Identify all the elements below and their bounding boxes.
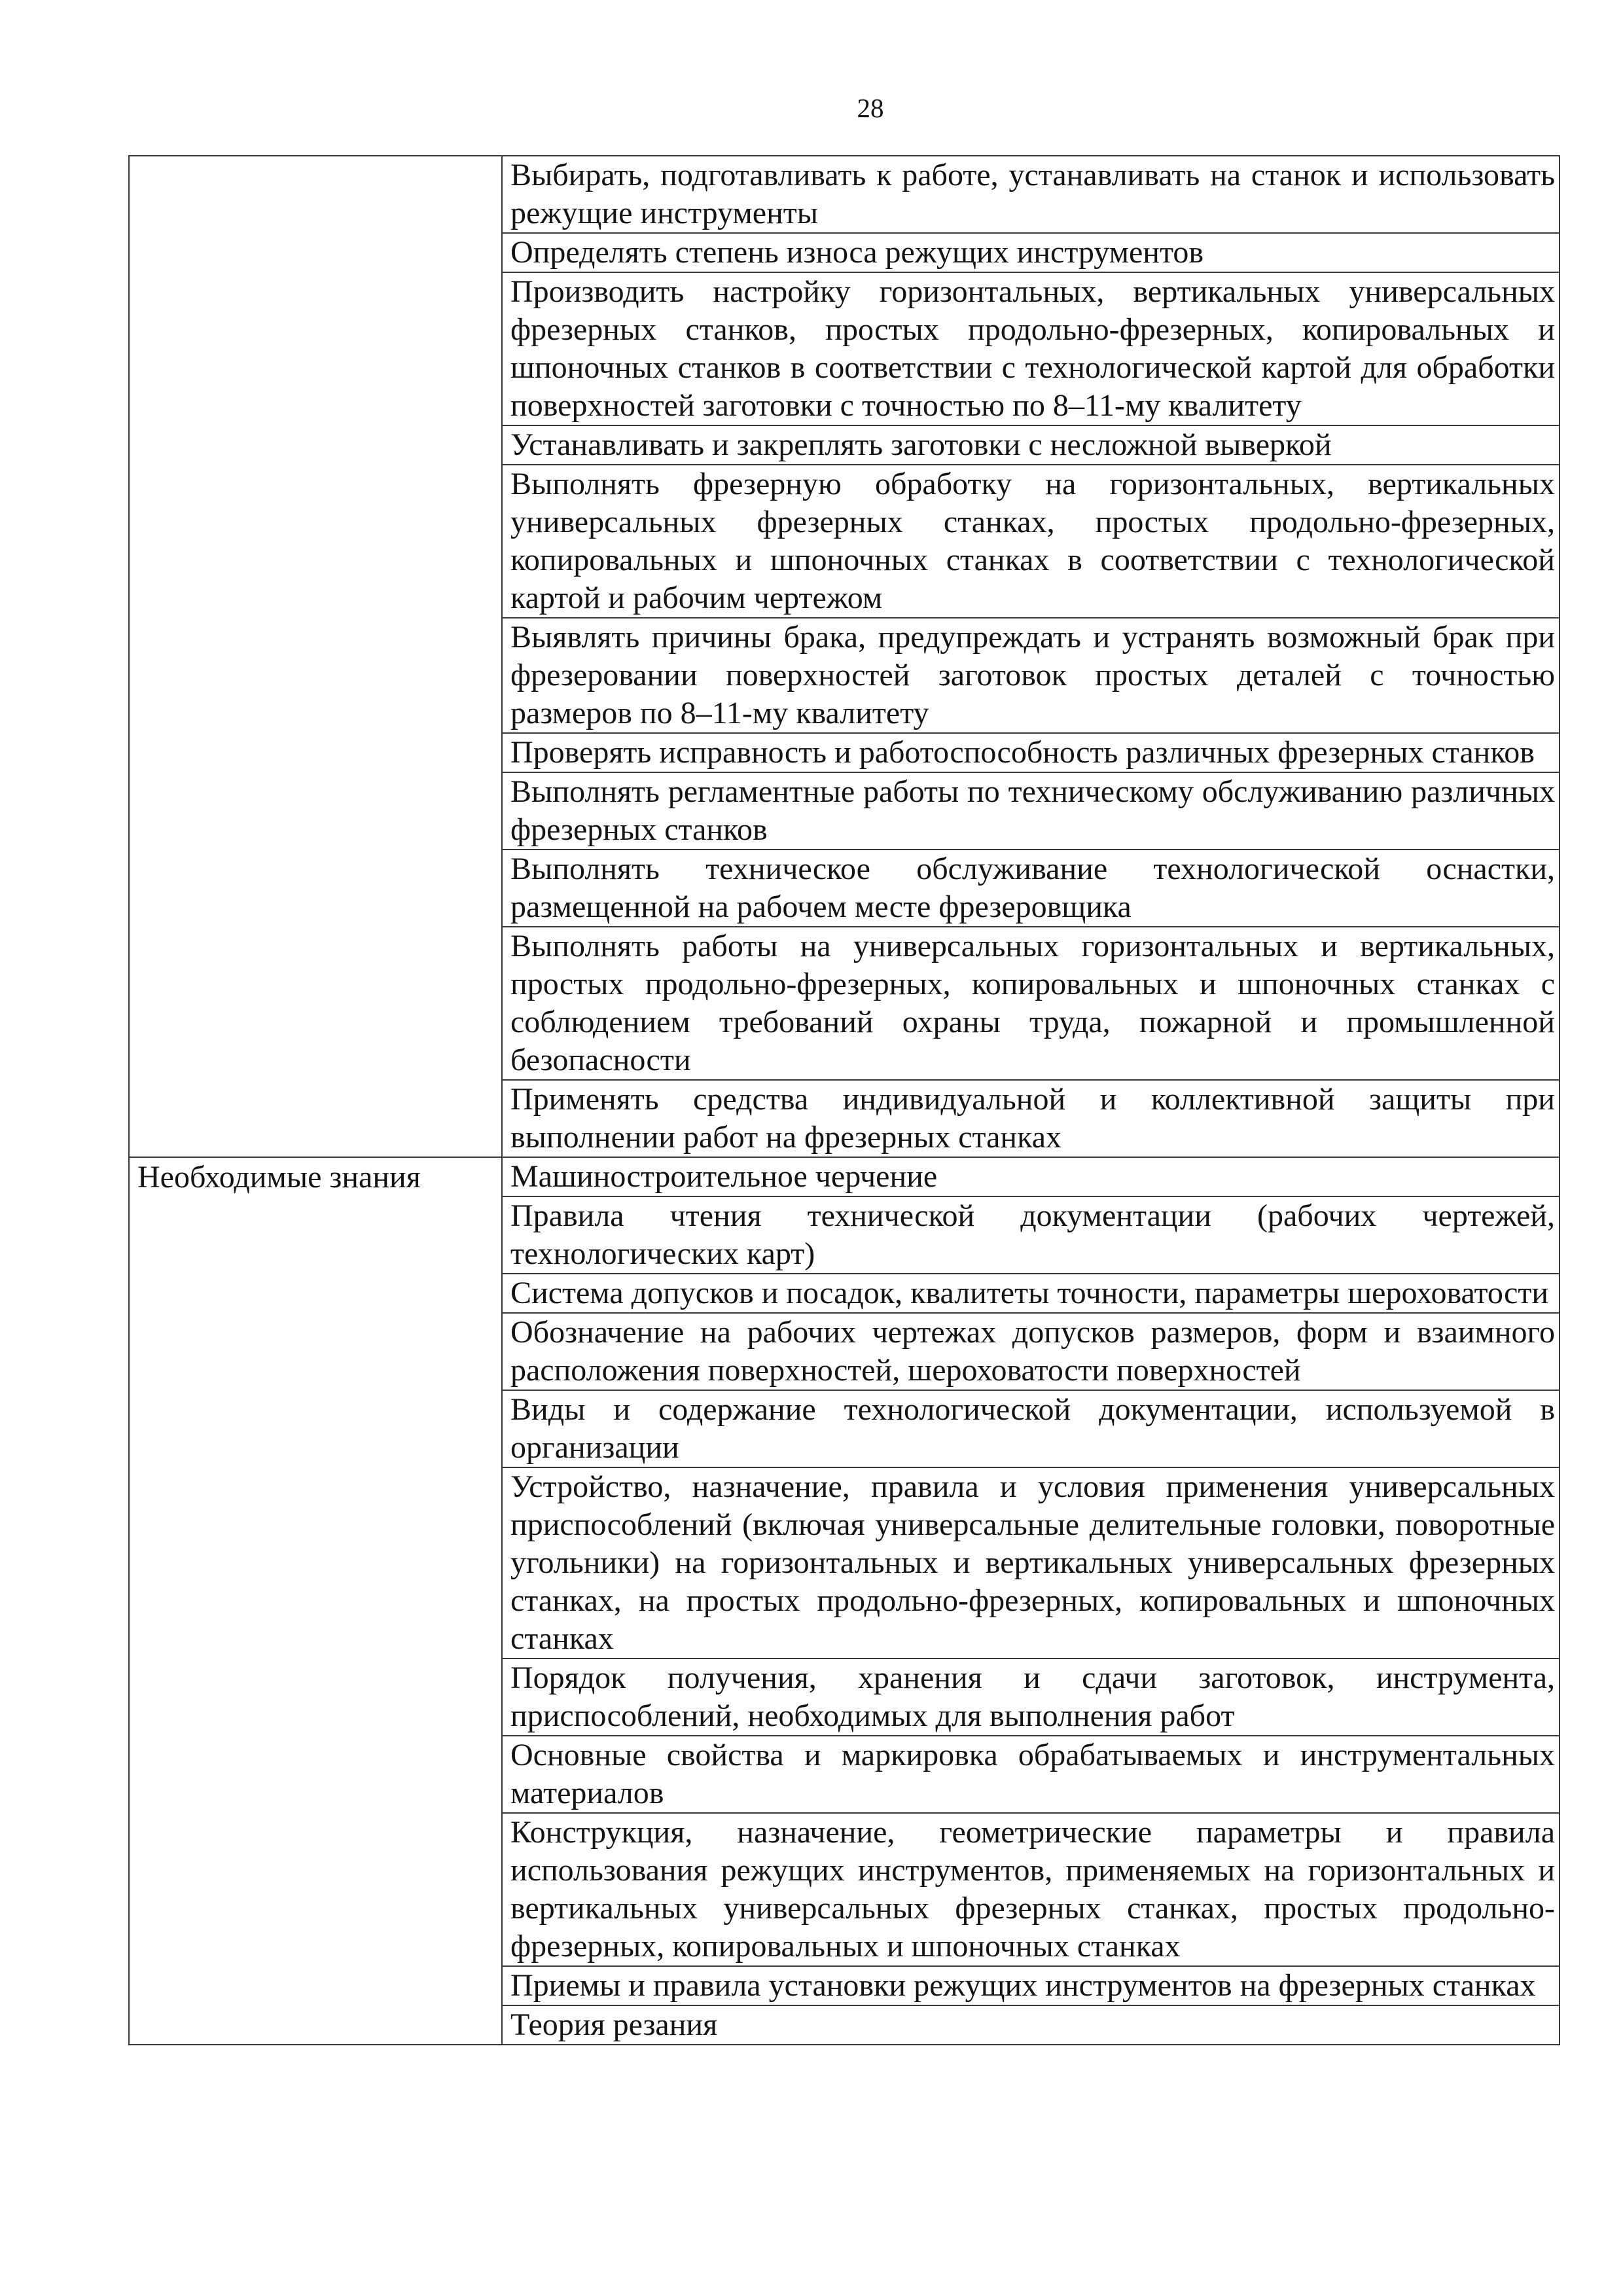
knowledge-text: Виды и содержание технологической документации, используемой в организации (510, 1392, 1555, 1465)
skill-cell (502, 618, 1560, 733)
skill-text: Выявлять причины брака, предупреждать и устранять возможный брак при фрезеровании поверхностей заготовок простых деталей с точностью размеров по 8–11-му квалитету (510, 620, 1555, 730)
knowledge-cell (502, 1467, 1560, 1659)
knowledge-text: Приемы и правила установки режущих инструментов на фрезерных станках (510, 1968, 1536, 2003)
skills-group-cell (129, 156, 502, 1157)
skill-cell (502, 233, 1560, 272)
skill-text: Определять степень износа режущих инструментов (510, 235, 1204, 270)
skill-cell (502, 1080, 1560, 1157)
knowledge-text: Обозначение на рабочих чертежах допусков размеров, форм и взаимного расположения поверхностей, шероховатости поверхностей (510, 1315, 1555, 1388)
knowledge-cell (502, 1274, 1560, 1313)
skill-text: Выполнять регламентные работы по техническому обслуживанию различных фрезерных станков (510, 774, 1555, 847)
skill-cell (502, 465, 1560, 618)
skill-text: Выполнять работы на универсальных горизонтальных и вертикальных, простых продольно-фрезерных, копировальных и шпоночных станках с соблюдением требований охраны труда, пожарной и промышленной безопасности (510, 929, 1555, 1077)
skill-cell (502, 927, 1560, 1080)
table-row (129, 156, 1560, 233)
skill-text: Выбирать, подготавливать к работе, устанавливать на станок и использовать режущие инструменты (510, 158, 1555, 230)
skill-text: Выполнять техническое обслуживание технологической оснастки, размещенной на рабочем месте фрезеровщика (510, 852, 1555, 924)
knowledge-cell (502, 1813, 1560, 1966)
knowledge-text: Система допусков и посадок, квалитеты точности, параметры шероховатости (510, 1276, 1549, 1310)
skill-text: Выполнять фрезерную обработку на горизонтальных, вертикальных универсальных фрезерных станках, простых продольно-фрезерных, копировальных и шпоночных станках в соответствии с технологической картой и рабочим чертежом (510, 467, 1555, 615)
requirements-table (128, 155, 1560, 2045)
knowledge-cell (502, 1196, 1560, 1274)
knowledge-text: Машиностроительное черчение (510, 1159, 938, 1194)
skill-cell (502, 850, 1560, 927)
knowledge-cell (502, 1659, 1560, 1736)
skill-cell (502, 272, 1560, 425)
knowledge-text: Порядок получения, хранения и сдачи заготовок, инструмента, приспособлений, необходимых для выполнения работ (510, 1660, 1555, 1733)
knowledge-text: Теория резания (510, 2007, 718, 2042)
page-number: 28 (857, 93, 884, 123)
knowledge-text: Основные свойства и маркировка обрабатываемых и инструментальных материалов (510, 1738, 1555, 1810)
knowledge-cell (502, 2005, 1560, 2045)
knowledge-group-cell (129, 1157, 502, 2045)
table-row (129, 1157, 1560, 1196)
knowledge-cell (502, 1313, 1560, 1390)
skill-text: Проверять исправность и работоспособность различных фрезерных станков (510, 735, 1535, 770)
skill-text: Устанавливать и закреплять заготовки с несложной выверкой (510, 427, 1332, 462)
skill-text: Производить настройку горизонтальных, вертикальных универсальных фрезерных станков, простых продольно-фрезерных, копировальных и шпоночных станков в соответствии с технологической картой для обработки поверхностей заготовки с точностью по 8–11-му квалитету (510, 274, 1555, 423)
knowledge-cell (502, 1390, 1560, 1467)
knowledge-cell (502, 1966, 1560, 2005)
skill-text: Применять средства индивидуальной и коллективной защиты при выполнении работ на фрезерных станках (510, 1082, 1555, 1155)
knowledge-text: Устройство, назначение, правила и условия применения универсальных приспособлений (включая универсальные делительные головки, поворотные угольники) на горизонтальных и вертикальных универсальных фрезерных станках, на простых продольно-фрезерных, копировальных и шпоночных станках (510, 1469, 1555, 1656)
skill-cell (502, 425, 1560, 465)
knowledge-group-label: Необходимые знания (137, 1160, 421, 1194)
knowledge-cell (502, 1736, 1560, 1813)
skill-cell (502, 772, 1560, 850)
knowledge-text: Правила чтения технической документации (рабочих чертежей, технологических карт) (510, 1198, 1555, 1271)
knowledge-text: Конструкция, назначение, геометрические параметры и правила использования режущих инструментов, применяемых на горизонтальных и вертикальных универсальных фрезерных станках, простых продольно-фрезерных, копировальных и шпоночных станках (510, 1815, 1555, 1964)
skill-cell (502, 156, 1560, 233)
skill-cell (502, 733, 1560, 772)
knowledge-cell (502, 1157, 1560, 1196)
